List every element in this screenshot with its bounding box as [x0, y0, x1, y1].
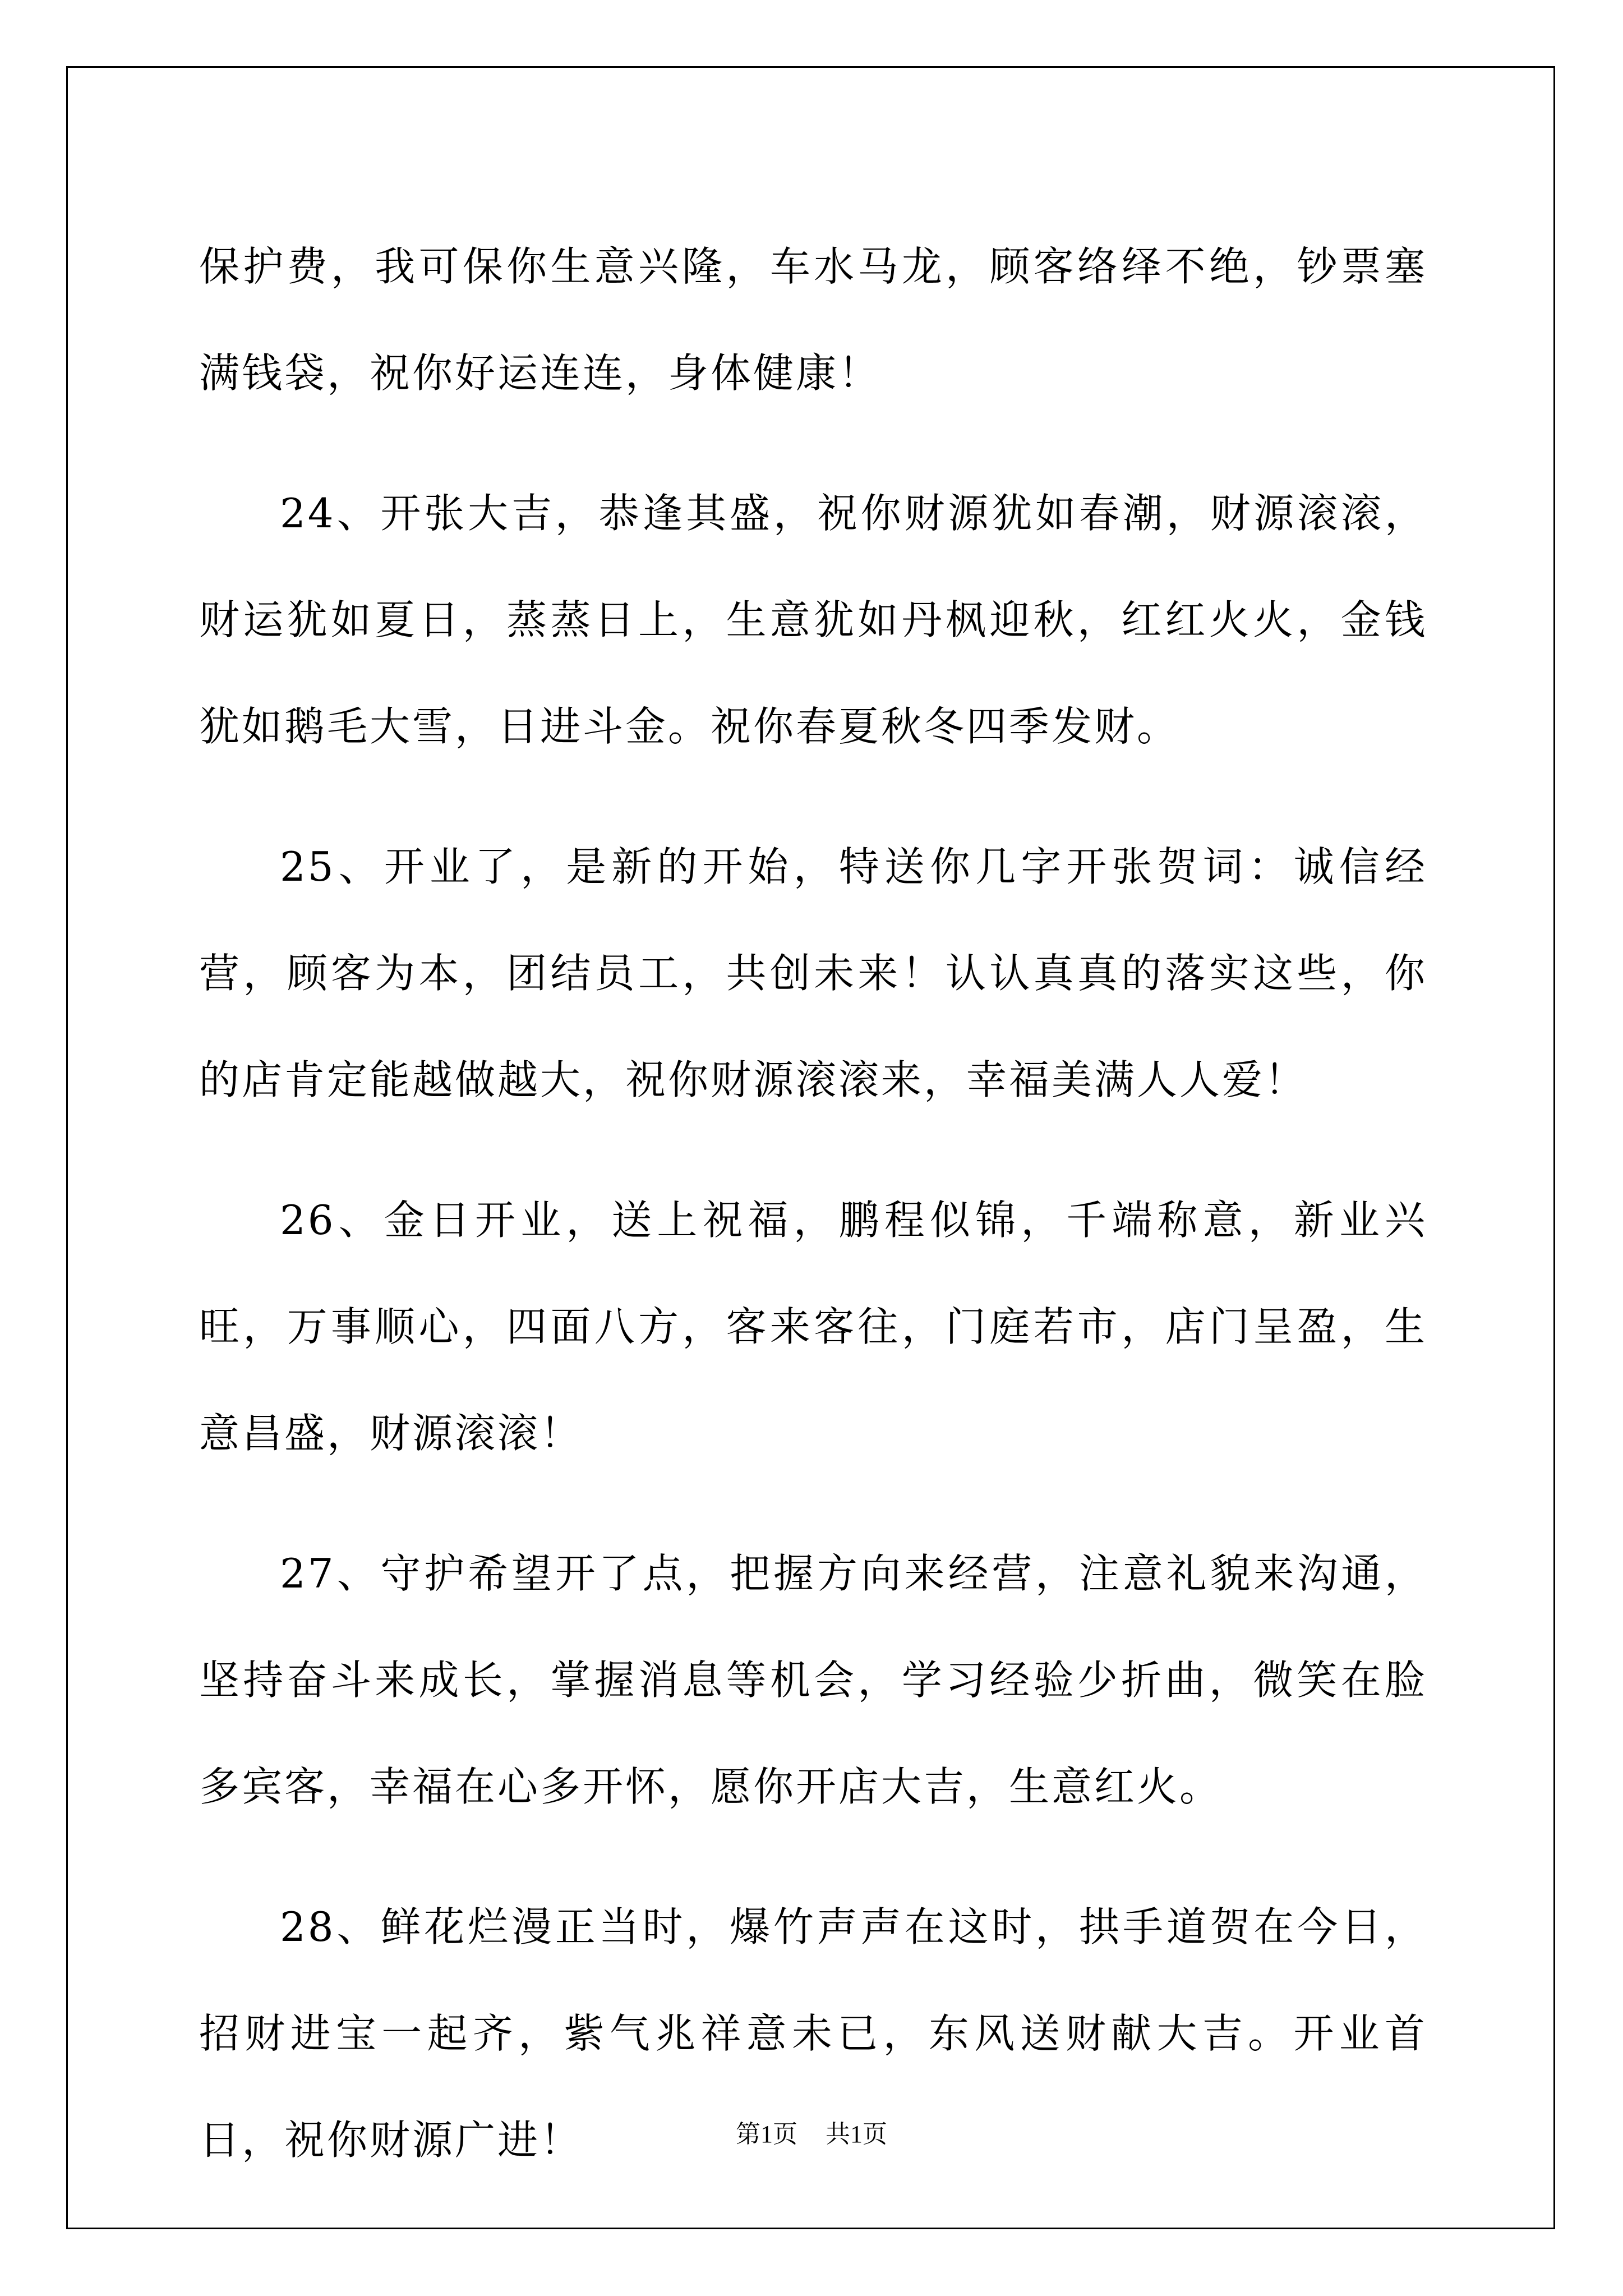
document-body: [199, 213, 1427, 2227]
page-number-current: 第1页: [736, 2120, 797, 2148]
paragraph-27: 27、守护希望开了点，把握方向来经营，注意礼貌来沟通，坚持奋斗来成长，掌握消息等机会，学习经验少折曲，微笑在脸多宾客，幸福在心多开怀，愿你开店大吉，生意红火。: [199, 1550, 1427, 1810]
paragraph-28: 28、鲜花烂漫正当时，爆竹声声在这时，拱手道贺在今日，招财进宝一起齐，紫气兆祥意未已，东风送财献大吉。开业首日，祝你财源广进！: [199, 1903, 1427, 2164]
paragraph-continuation: 保护费，我可保你生意兴隆，车水马龙，顾客络绎不绝，钞票塞满钱袋，祝你好运连连，身体健康！: [199, 243, 1427, 397]
paragraph-25: 25、开业了，是新的开始，特送你几字开张贺词：诚信经营，顾客为本，团结员工，共创未来！认认真真的落实这些，你的店肯定能越做越大，祝你财源滚滚来，幸福美满人人爱！: [199, 843, 1427, 1103]
paragraph-24: 24、开张大吉，恭逢其盛，祝你财源犹如春潮，财源滚滚，财运犹如夏日，蒸蒸日上，生意犹如丹枫迎秋，红红火火，金钱犹如鹅毛大雪，日进斗金。祝你春夏秋冬四季发财。: [199, 490, 1427, 750]
page-number-total: 共1页: [826, 2120, 887, 2148]
paragraph-26: 26、金日开业，送上祝福，鹏程似锦，千端称意，新业兴旺，万事顺心，四面八方，客来客往，门庭若市，店门呈盈，生意昌盛，财源滚滚！: [199, 1197, 1427, 1457]
page-footer: [0, 2118, 1623, 2151]
